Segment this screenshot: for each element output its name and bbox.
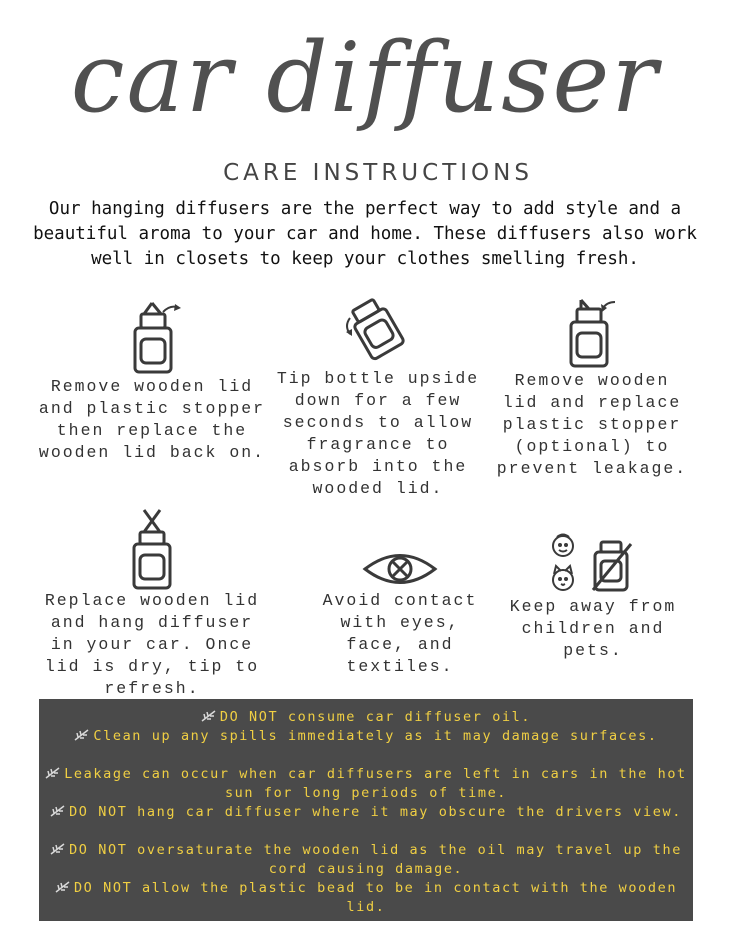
step-card-1 (34, 298, 270, 464)
feather-bullet-icon (55, 881, 70, 893)
crossed-eye-icon (362, 548, 438, 590)
warning-text-1: DO NOT consume car diffuser oil. (219, 709, 532, 725)
warning-item-1 (39, 708, 693, 727)
feather-bullet-icon (50, 805, 65, 817)
step-card-2 (270, 296, 486, 500)
feather-bullet-icon (74, 729, 89, 741)
step-4-text: Replace wooden lid and hang diffuser in your car. Once lid is dry, tip to refresh. (44, 591, 260, 698)
step-card-6 (508, 530, 678, 662)
warning-item-3 (39, 765, 693, 803)
step-3-text: Remove wooden lid and replace plastic stopper (optional) to prevent leakage. (496, 371, 688, 478)
hanging-bottle-icon (117, 508, 187, 590)
step-card-4 (34, 508, 270, 700)
step-2-text: Tip bottle upside down for a few seconds to allow fragrance to absorb into the wooded lid. (276, 369, 480, 498)
page-subtitle: CARE INSTRUCTIONS (223, 160, 533, 186)
step-card-3 (492, 294, 692, 480)
feather-bullet-icon (50, 843, 65, 855)
step-card-5 (308, 548, 492, 678)
warning-item-5 (39, 841, 693, 879)
warning-item-2 (39, 727, 693, 746)
warning-item-6 (39, 879, 693, 917)
warning-text-3: Leakage can occur when car diffusers are left in cars in the hot sun for long periods of time. (64, 766, 687, 801)
warning-text-4: DO NOT hang car diffuser where it may obscure the drivers view. (69, 804, 682, 820)
feather-bullet-icon (45, 767, 60, 779)
bottle-remove-lid-icon (117, 298, 187, 376)
page-title: car diffuser (70, 22, 660, 134)
feather-bullet-icon (201, 710, 216, 722)
bottle-replace-stopper-icon (557, 294, 627, 370)
step-5-text: Avoid contact with eyes, face, and textiles. (322, 591, 478, 676)
child-pet-no-bottle-icon (549, 530, 637, 596)
intro-paragraph: Our hanging diffusers are the perfect way to add style and a beautiful aroma to your car and home. These diffusers also work well in closets to keep your clothes smelling fresh. (33, 199, 697, 269)
warning-text-6: DO NOT allow the plastic bead to be in contact with the wooden lid. (73, 880, 678, 915)
bottle-upside-down-icon (340, 296, 416, 368)
warning-item-4 (39, 803, 693, 822)
warning-text-2: Clean up any spills immediately as it may damage surfaces. (93, 728, 658, 744)
warning-text-5: DO NOT oversaturate the wooden lid as the oil may travel up the cord causing damage. (69, 842, 682, 877)
step-6-text: Keep away from children and pets. (509, 597, 677, 660)
step-1-text: Remove wooden lid and plastic stopper then replace the wooden lid back on. (38, 377, 266, 462)
